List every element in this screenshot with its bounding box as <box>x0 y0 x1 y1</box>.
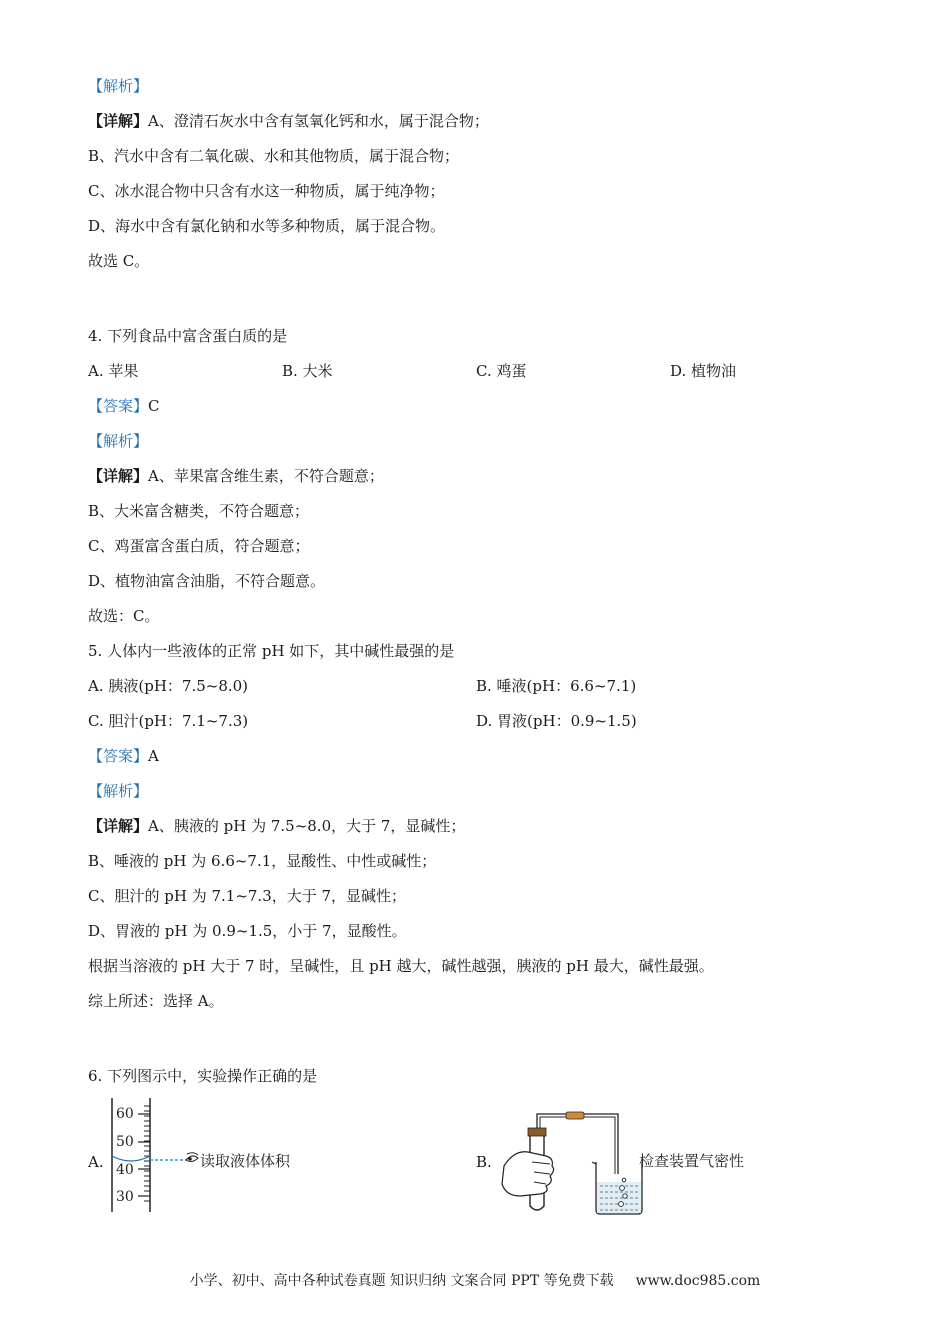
rubber-stopper <box>528 1128 546 1136</box>
q4-conclusion: 故选：C。 <box>88 607 160 625</box>
eye-icon <box>186 1153 198 1162</box>
q6-option-a-caption: 读取液体体积 <box>200 1152 291 1170</box>
q5-line-b: B、唾液的 pH 为 6.6~7.1，显酸性、中性或碱性； <box>88 852 437 870</box>
q6-option-b-caption: 检查装置气密性 <box>639 1152 745 1170</box>
q5-analysis-tag: 【解析】 <box>88 782 149 800</box>
q5-answer-line <box>88 746 159 766</box>
q6-option-a-letter: A. <box>88 1153 104 1171</box>
page-footer <box>0 1270 950 1290</box>
q4-line-d: D、植物油富含油脂，不符合题意。 <box>88 572 326 590</box>
q6-option-b-letter: B. <box>476 1153 492 1171</box>
q4-line-c: C、鸡蛋富含蛋白质，符合题意； <box>88 537 310 555</box>
q3-conclusion: 故选 C。 <box>88 252 150 270</box>
q3-detail-tag: 【详解】 <box>88 112 149 130</box>
graduated-cylinder-figure <box>108 1096 308 1216</box>
q4-answer: C <box>148 397 160 415</box>
q3-detail-line <box>88 111 489 131</box>
cylinder-minor-ticks <box>144 1106 150 1201</box>
q4-analysis-tag: 【解析】 <box>88 432 149 450</box>
q5-answer-tag: 【答案】 <box>88 747 149 765</box>
q4-answer-tag: 【答案】 <box>88 397 149 415</box>
tick-label-60: 60 <box>116 1106 134 1122</box>
q5-conclusion: 综上所述：选择 A。 <box>88 992 224 1010</box>
q5-detail-text: A、胰液的 pH 为 7.5~8.0，大于 7，显碱性； <box>148 817 466 835</box>
q5-line-c: C、胆汁的 pH 为 7.1~7.3，大于 7，显碱性； <box>88 887 407 905</box>
q4-option-d: D. 植物油 <box>670 362 737 380</box>
q4-line-b: B、大米富含糖类，不符合题意； <box>88 502 310 520</box>
q3-detail-text: A、澄清石灰水中含有氢氧化钙和水，属于混合物； <box>148 112 489 130</box>
q5-line-d: D、胃液的 pH 为 0.9~1.5，小于 7，显酸性。 <box>88 922 407 940</box>
tick-label-50: 50 <box>116 1134 134 1150</box>
q4-question: 4. 下列食品中富含蛋白质的是 <box>88 327 288 345</box>
q5-answer: A <box>148 747 159 765</box>
q3-line-c: C、冰水混合物中只含有水这一种物质，属于纯净物； <box>88 182 445 200</box>
q3-line-d: D、海水中含有氯化钠和水等多种物质，属于混合物。 <box>88 217 446 235</box>
tick-label-40: 40 <box>116 1162 134 1178</box>
rubber-connector <box>566 1112 584 1119</box>
q4-option-a: A. 苹果 <box>88 362 139 380</box>
q5-detail-line <box>88 816 465 836</box>
q5-option-c: C. 胆汁(pH：7.1~7.3) <box>88 712 249 730</box>
q4-detail-tag: 【详解】 <box>88 467 149 485</box>
footer-text: 小学、初中、高中各种试卷真题 知识归纳 文案合同 PPT 等免费下载 <box>189 1273 614 1289</box>
q5-question: 5. 人体内一些液体的正常 pH 如下，其中碱性最强的是 <box>88 642 455 660</box>
tick-label-30: 30 <box>116 1189 134 1205</box>
q5-option-a: A. 胰液(pH：7.5~8.0) <box>88 677 249 695</box>
q4-detail-text: A、苹果富含维生素，不符合题意； <box>148 467 384 485</box>
q4-answer-line <box>88 396 160 416</box>
footer-url[interactable]: www.doc985.com <box>635 1273 761 1289</box>
q5-reasoning: 根据当溶液的 pH 大于 7 时，呈碱性，且 pH 越大，碱性越强，胰液的 pH 最大，碱性最强。 <box>88 957 714 975</box>
q5-option-b: B. 唾液(pH：6.6~7.1) <box>476 677 637 695</box>
q4-option-b: B. 大米 <box>282 362 333 380</box>
q3-analysis-tag: 【解析】 <box>88 77 149 95</box>
q5-option-d: D. 胃液(pH：0.9~1.5) <box>476 712 637 730</box>
q3-line-b: B、汽水中含有二氧化碳、水和其他物质，属于混合物； <box>88 147 460 165</box>
q4-detail-line <box>88 466 384 486</box>
liquid-meniscus <box>112 1156 150 1161</box>
q4-option-c: C. 鸡蛋 <box>476 362 527 380</box>
q5-detail-tag: 【详解】 <box>88 817 149 835</box>
airtightness-apparatus-figure <box>492 1110 772 1220</box>
q6-question: 6. 下列图示中，实验操作正确的是 <box>88 1067 318 1085</box>
beaker-water <box>597 1182 641 1213</box>
